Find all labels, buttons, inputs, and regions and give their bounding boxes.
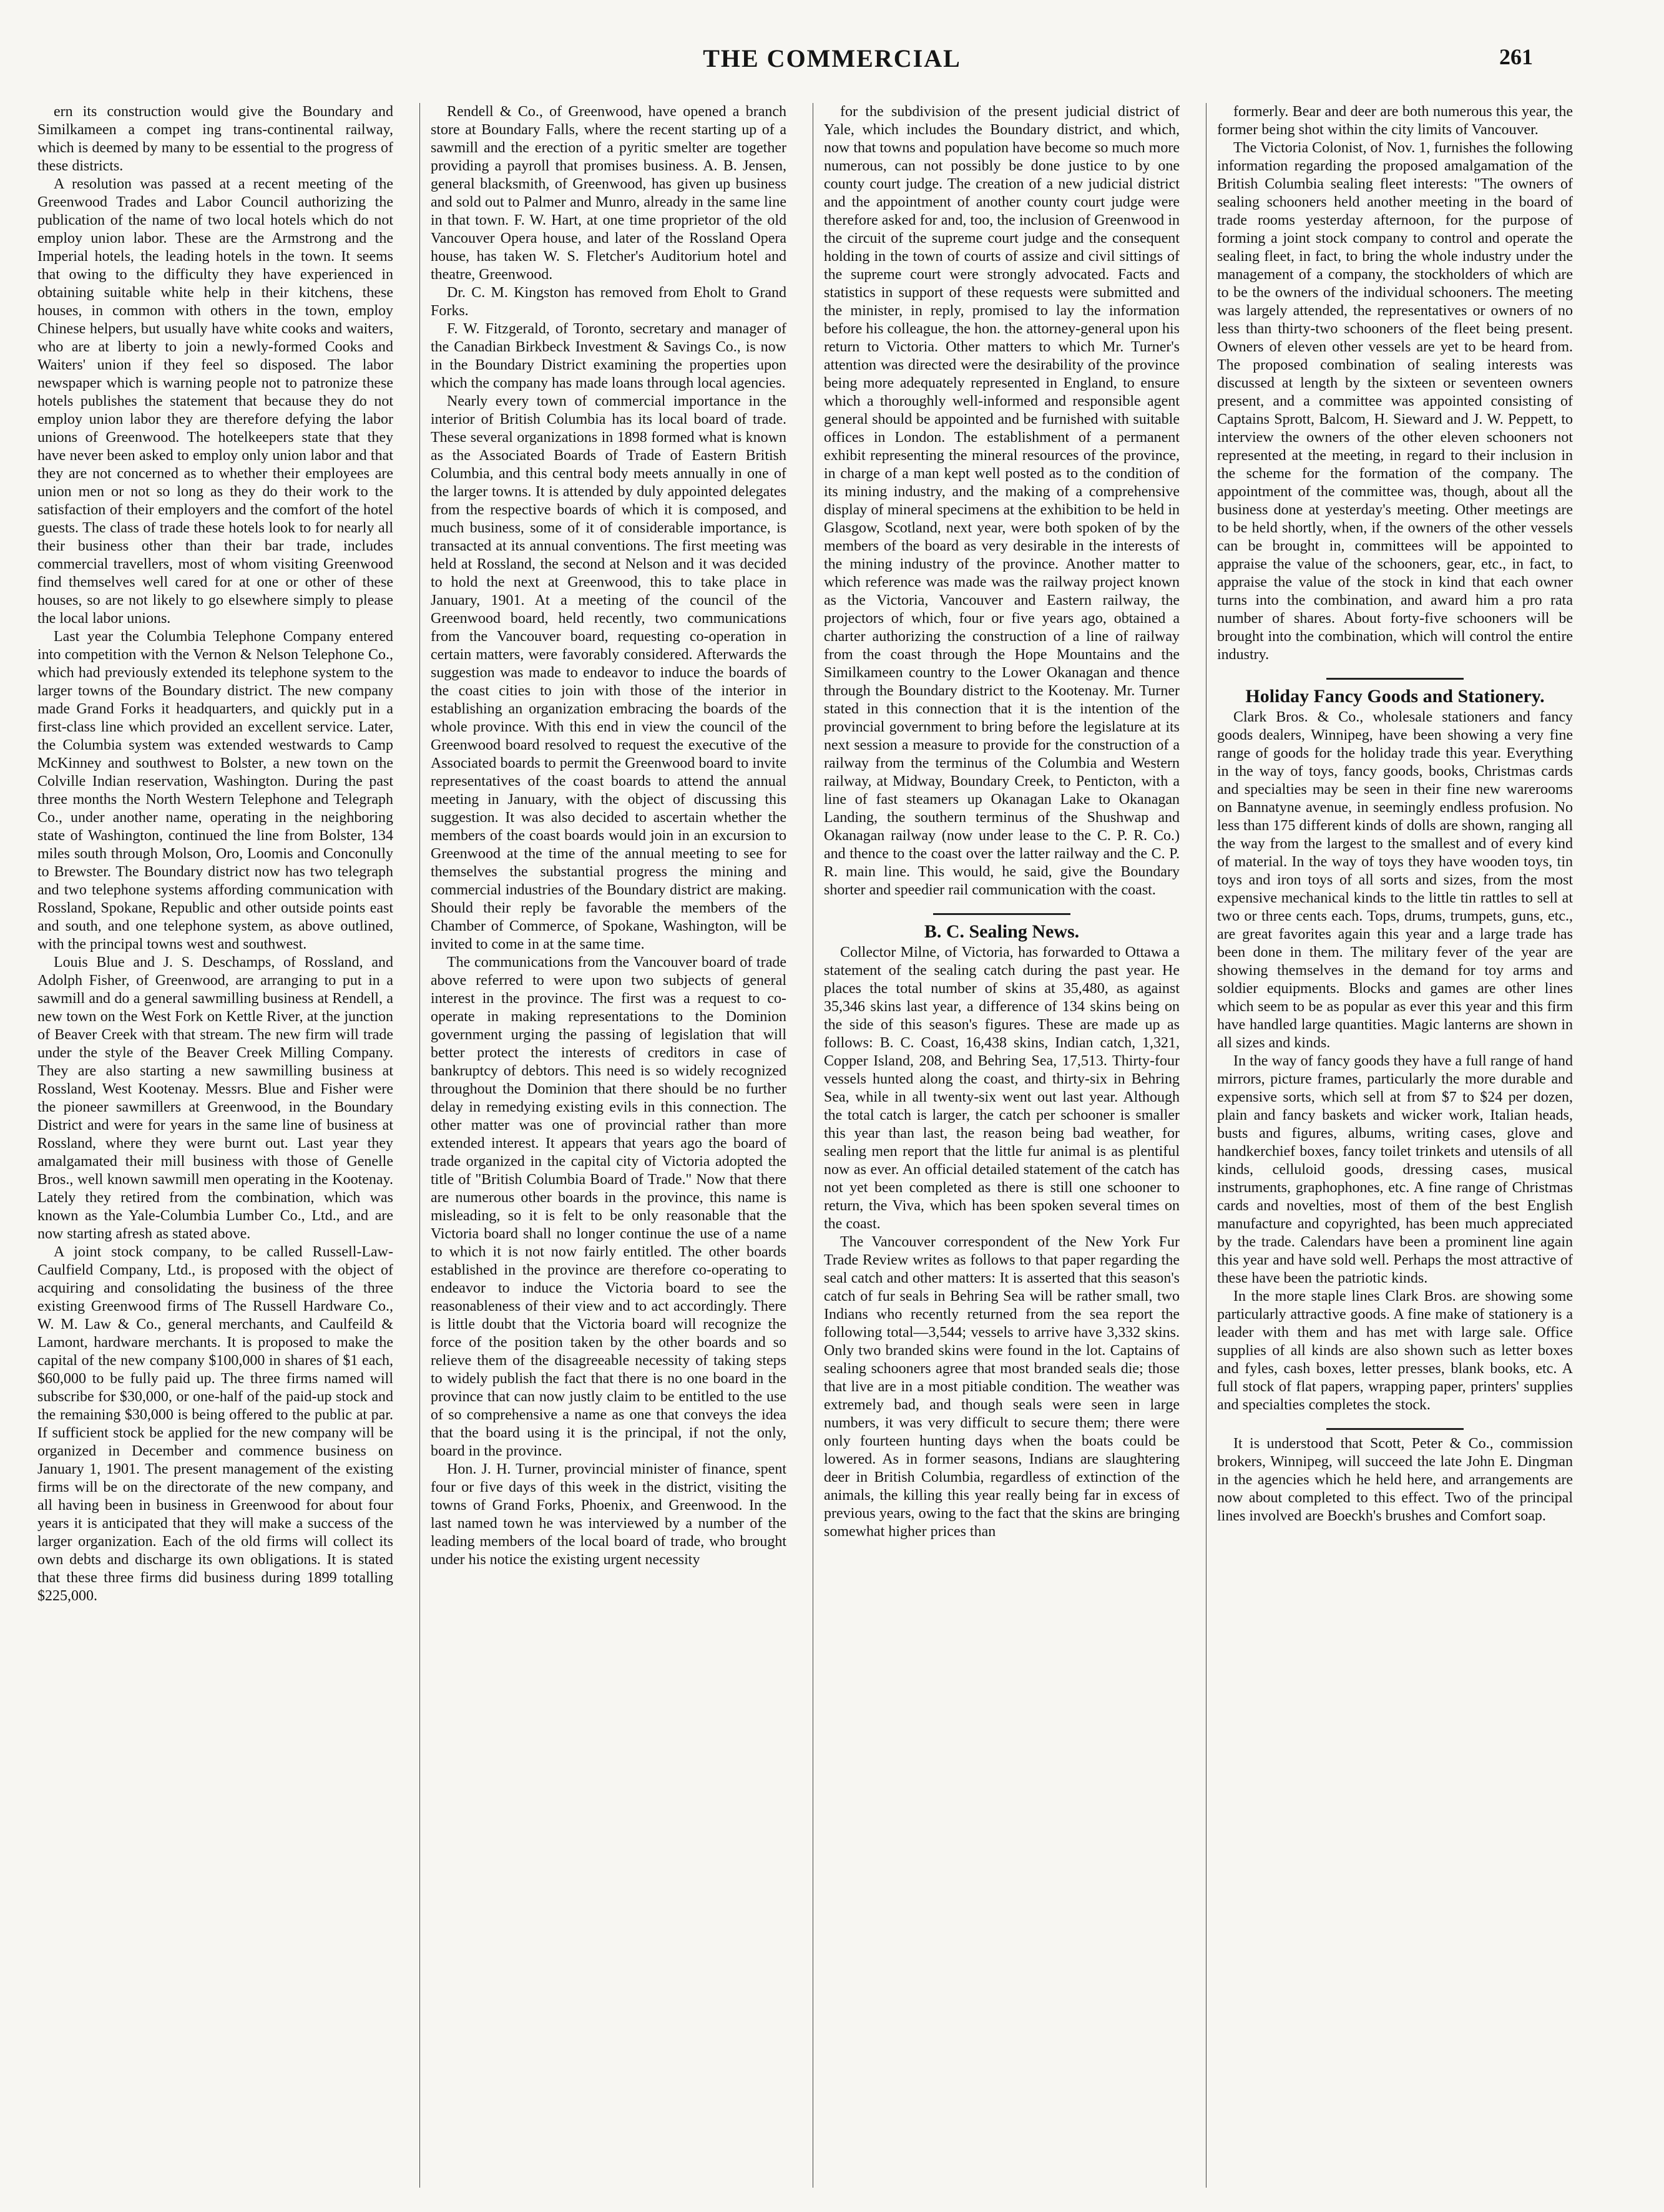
paragraph: In the way of fancy goods they have a full range of hand mirrors, picture frames, particularly the more durable and expensive sorts, which sell at from $7 to $24 per dozen, plain and fancy baskets and wicker work, Italian heads, busts and figures, albums, writing cases, glove and handkerchief boxes, fancy toilet trinkets and utensils of all kinds, celluloid goods, dressing cases, musical instruments, graphophones, etc. A fine range of Christmas cards and novelties, most of them of the best English manufacture and copyrighted, has been much appreciated by the trade. Calendars have been a prominent line again this year and have sold well. Perhaps the most attractive of these have been the patriotic kinds. [1217, 1053, 1573, 1286]
column-1 [37, 103, 393, 2188]
paragraph: Nearly every town of commercial importance in the interior of British Columbia has its local board of trade. These several organizations in 1898 formed what is known as the Associated Boards of Trade of Eastern British Columbia, and this central body meets annually in one of the larger towns. It is attended by duly appointed delegates from the respective boards of which it is composed, and much business, some of it of considerable importance, is transacted at its annual conventions. The first meeting was held at Rossland, the second at Nelson and it was decided to hold the next at Greenwood, this to take place in January, 1901. At a meeting of the council of the Greenwood board, held recently, two communications from the Vancouver board, requesting co-operation in certain matters, were favorably considered. Afterwards the suggestion was made to endeavor to induce the boards of the coast cities to join with those of the interior in establishing an organization embracing the boards of the whole province. With this end in view the council of the Greenwood board resolved to request the executive of the Associated boards to permit the Greenwood board to invite representatives of the coast boards to attend the annual meeting in January, with the object of discussing this suggestion. It was also decided to ascertain whether the members of the coast boards would join in an excursion to Greenwood at the time of the annual meeting to see for themselves the substantial progress the mining and commercial industries of the Boundary district are making. Should their reply be favorable the members of the Chamber of Commerce, of Spokane, Washington, will be invited to come in at the same time. [431, 393, 786, 952]
paragraph: Dr. C. M. Kingston has removed from Eholt to Grand Forks. [431, 285, 786, 319]
column-3 [824, 103, 1180, 2188]
paragraph: Last year the Columbia Telephone Company entered into competition with the Vernon & Nelson Telephone Co., which had previously extended its telephone system to the larger towns of the Boundary district. The new company made Grand Forks it headquarters, and quickly put in a first-class line which provided an excellent service. Later, the Columbia system was extended westwards to Camp McKinney and southwest to Bolster, a new town on the Colville Indian reservation, Washington. During the past three months the North Western Telephone and Telegraph Co., under another name, operating in the neighboring state of Washington, continued the line from Bolster, 134 miles south through Molson, Oro, Loomis and Conconully to Brewster. The Boundary district now has two telegraph and two telephone systems affording communication with Rossland, Spokane, Republic and other outside points east and south, and one telephone system, as above outlined, with the principal towns west and southwest. [37, 629, 393, 952]
paragraph: Clark Bros. & Co., wholesale stationers and fancy goods dealers, Winnipeg, have been showing a very fine range of goods for the holiday trade this year. Everything in the way of toys, fancy goods, books, Christmas cards and specialties may be seen in their fine new warerooms on Bannatyne avenue, in seemingly endless profusion. No less than 175 different kinds of dolls are shown, ranging all the way from the largest to the smallest and of every kind of material. In the way of toys they have wooden toys, tin toys and iron toys of all sorts and sizes, from the most expensive mechanical kinds to the little tin rattles to sell at two or three cents each. Tops, drums, trumpets, guns, etc., are great favorites again this year and a large trade has been done in them. The military fever of the year are showing themselves in the demand for toy arms and soldier equipments. Blocks and games are other lines which seem to be as popular as ever this year and this firm have handled large quantities. Magic lanterns are shown in all sizes and kinds. [1217, 709, 1573, 1051]
section-divider [933, 913, 1070, 915]
paragraph: The Vancouver correspondent of the New York Fur Trade Review writes as follows to that paper regarding the seal catch and other matters: It is asserted that this season's catch of fur seals in Behring Sea will be rather small, two Indians who recently returned from the sea report the following total—3,544; vessels to arrive have 3,332 skins. Only two branded skins were found in the lot. Captains of sealing schooners agree that most branded seals die; those that live are in a most pitiable condition. The weather was extremely bad, and though seals were seen in large numbers, it was very difficult to secure them; there were only fourteen hunting days when the boats could be lowered. As in former seasons, Indians are slaughtering deer in British Columbia, regardless of extinction of the animals, the killing this year really being far in excess of previous years, owing to the fact that the skins are bringing somewhat higher prices than [824, 1234, 1180, 1540]
paragraph: A joint stock company, to be called Russell-Law-Caulfield Company, Ltd., is proposed with the object of acquiring and consolidating the business of the three existing Greenwood firms of The Russell Hardware Co., W. M. Law & Co., general merchants, and Caulfeild & Lamont, hardware merchants. It is proposed to make the capital of the new company $100,000 in shares of $1 each, $60,000 to be fully paid up. The three firms named will subscribe for $30,000, or one-half of the paid-up stock and the remaining $30,000 is being offered to the public at par. If sufficient stock be applied for the new company will be organized in December and commence business on January 1, 1901. The present management of the existing firms will be on the directorate of the new company, and all having been in business in Greenwood for about four years it is anticipated that they will make a success of the larger organization. Each of the old firms will collect its own debts and discharge its own obligations. It is stated that these three firms did business during 1899 totalling $225,000. [37, 1244, 393, 1604]
article-columns [37, 103, 1585, 2188]
paragraph: formerly. Bear and deer are both numerous this year, the former being shot within the city limits of Vancouver. [1217, 104, 1573, 138]
section-divider [1326, 678, 1464, 680]
paragraph: It is understood that Scott, Peter & Co., commission brokers, Winnipeg, will succeed the late John E. Dingman in the agencies which he held here, and arrangements are now about completed to this effect. Two of the principal lines involved are Boeckh's brushes and Comfort soap. [1217, 1436, 1573, 1524]
paragraph: Collector Milne, of Victoria, has forwarded to Ottawa a statement of the sealing catch during the past year. He places the total number of skins at 35,480, as against 35,346 skins last year, a difference of 134 skins being on the side of this season's figures. These are made up as follows: B. C. Coast, 16,438 skins, Indian catch, 1,321, Copper Island, 208, and Behring Sea, 17,513. Thirty-four vessels hunted along the coast, and thirty-six in Behring Sea, while in all twenty-six went out last year. Although the total catch is larger, the catch per schooner is smaller this year than last, the reason being bad weather, for sealing men report that the little fur animal is as plentiful now as ever. An official detailed statement of the catch has not yet been completed as there is still one schooner to return, the Viva, which has been spoken several times on the coast. [824, 944, 1180, 1232]
paragraph: A resolution was passed at a recent meeting of the Greenwood Trades and Labor Council authorizing the publication of the name of two local hotels which do not employ union labor. These are the Armstrong and the Imperial hotels, the leading hotels in the town. It seems that owing to the difficulty they have experienced in obtaining suitable white help in their kitchens, these houses, in common with others in the town, employ Chinese helpers, but usually have white cooks and waiters, who are at liberty to join a newly-formed Cooks and Waiters' union if they feel so disposed. The labor newspaper which is warning people not to patronize these hotels publishes the statement that because they do not employ union labor they are therefore defying the labor unions of Greenwood. The hotelkeepers state that they have never been asked to employ only union labor and that they are not concerned as to whether their employees are union men or not so long as they do their work to the satisfaction of their employers and the comfort of the hotel guests. The class of trade these hotels look to for nearly all their business other than their bar trade, includes commercial travellers, most of whom visiting Greenwood find themselves well cared for at one or other of these houses, so are not likely to go elsewhere simply to please the local labor unions. [37, 176, 393, 627]
paragraph: Rendell & Co., of Greenwood, have opened a branch store at Boundary Falls, where the recent starting up of a sawmill and the erection of a pyritic smelter are together providing a payroll that promises business. A. B. Jensen, general blacksmith, of Greenwood, has given up business and sold out to Palmer and Munro, already in the same line in that town. F. W. Hart, at one time proprietor of the old Vancouver Opera house, and later of the Rossland Opera house, has taken W. S. Fletcher's Auditorium hotel and theatre, Greenwood. [431, 104, 786, 283]
paragraph: The Victoria Colonist, of Nov. 1, furnishes the following information regarding the proposed amalgamation of the British Columbia sealing fleet interests: "The owners of sealing schooners held another meeting in the board of trade rooms yesterday afternoon, for the purpose of forming a joint stock company to control and operate the sealing fleet, in fact, to bring the whole industry under the management of a company, the stockholders of which are to be the owners of the individual schooners. The meeting was largely attended, the representatives or owners of no less than thirty-two schooners of the fleet being present. Owners of eleven other vessels are yet to be heard from. The proposed combination of sealing interests was discussed at length by the sixteen or seventeen owners present, and a committee was appointed consisting of Captains Sprott, Balcom, H. Sieward and J. W. Peppett, to interview the owners of the other eleven schooners not represented at the meeting, in regard to their inclusion in the scheme for the formation of the company. The appointment of the committee was, though, about all the business done at yesterday's meeting. Other meetings are to be held shortly, when, if the owners of the other vessels can be brought in, committees will be appointed to appraise the value of the schooners, gear, etc., in fact, to appraise the value of the stock in kind that each owner turns into the combination, and award him a pro rata number of shares. About forty-five schooners will be brought into the combination, which will control the entire industry. [1217, 140, 1573, 663]
section-heading-sealing: B. C. Sealing News. [924, 921, 1080, 942]
column-rule [419, 103, 420, 2188]
column-2 [431, 103, 786, 2188]
paragraph: Louis Blue and J. S. Deschamps, of Rossland, and Adolph Fisher, of Greenwood, are arranging to put in a sawmill and do a general sawmilling business at Rendell, a new town on the West Fork on Kettle River, at the junction of Beaver Creek with that stream. The new firm will trade under the style of the Beaver Creek Milling Company. They are also starting a new sawmilling business at Rossland, West Kootenay. Messrs. Blue and Fisher were the pioneer sawmillers at Greenwood, in the Boundary District and were for years in the same line of business at Rossland, where they were burnt out. Last year they amalgamated their mill business with those of Genelle Bros., well known sawmill men operating in the Kootenay. Lately they retired from the combination, which was known as the Yale-Columbia Lumber Co., Ltd., and are now starting afresh as stated above. [37, 954, 393, 1242]
paragraph: In the more staple lines Clark Bros. are showing some particularly attractive goods. A fine make of stationery is a leader with them and has met with large sale. Office supplies of all kinds are also shown such as letter boxes and fyles, cash boxes, letter presses, blank books, etc. A full stock of flat papers, wrapping paper, printers' supplies and specialties completes the stock. [1217, 1288, 1573, 1413]
page-title: THE COMMERCIAL [703, 44, 961, 72]
page-number: 261 [1499, 44, 1533, 69]
paragraph: The communications from the Vancouver board of trade above referred to were upon two subjects of general interest in the province. The first was a request to co-operate in making representations to the Dominion government urging the passing of legislation that will better protect the interests of creditors in case of bankruptcy of debtors. This need is so widely recognized throughout the Dominion that there should be no further delay in remedying existing evils in this connection. The other matter was one of provincial rather than more extended interest. It appears that years ago the board of trade organized in the capital city of Victoria adopted the title of "British Columbia Board of Trade." Now that there are numerous other boards in the province, this name is misleading, so it is felt to be only reasonable that the Victoria board shall no longer continue the use of a name to which it is not now fairly entitled. The other boards established in the province are therefore co-operating to endeavor to induce the Victoria board to see the reasonableness of their view and to act accordingly. There is little doubt that the Victoria board will recognize the force of the position taken by the other boards and so relieve them of the disagreeable necessity of taking steps to widely publish the fact that there is no one board in the province that can now justly claim to be entitled to the use of so comprehensive a name as one that conveys the idea that the board using it is the principal, if not the only, board in the province. [431, 954, 786, 1459]
paragraph: F. W. Fitzgerald, of Toronto, secretary and manager of the Canadian Birkbeck Investment & Savings Co., is now in the Boundary District examining the properties upon which the company has made loans through local agencies. [431, 321, 786, 391]
column-4 [1217, 103, 1573, 2188]
paragraph: for the subdivision of the present judicial district of Yale, which includes the Boundary district, and which, now that towns and population have become so much more numerous, can not possibly be done justice to by one county court judge. The creation of a new judicial district and the appointment of another county court judge were therefore asked for and, too, the inclusion of Greenwood in the circuit of the supreme court judge and the consequent holding in the town of courts of assize and civil sittings of the supreme court were strongly advocated. Facts and statistics in support of these requests were submitted and the minister, in reply, promised to lay the information before his colleague, the hon. the attorney-general upon his return to Victoria. Other matters to which Mr. Turner's attention was directed were the desirability of the province being more adequately represented in England, to ensure which a thoroughly well-informed and responsible agent general should be appointed and be furnished with suitable offices in London. The establishment of a permanent exhibit representing the mineral resources of the province, in charge of a man kept well posted as to the condition of its mining industry, and the making of a comprehensive display of mineral specimens at the exhibition to be held in Glasgow, Scotland, next year, were both spoken of by the members of the board as very desirable in the interests of the mining industry of the province. Another matter to which reference was made was the railway project known as the Victoria, Vancouver and Eastern railway, the projectors of which, four or five years ago, obtained a charter authorizing the construction of a line of railway from the coast through the Hope Mountains and the Similkameen country to the Lower Okanagan and thence through the Boundary district to the Kootenay. Mr. Turner stated in this connection that it is the intention of the provincial government to bring before the legislature at its next session a measure to provide for the construction of a railway from the terminus of the Columbia and Western railway, at Midway, Boundary Creek, to Penticton, with a line of fast steamers up Okanagan Lake to Okanagan Landing, the southern terminus of the Shushwap and Okanagan railway (now under lease to the C. P. R. Co.) and thence to the coast over the latter railway and the C. P. R. main line. This would, he said, give the Boundary shorter and speedier rail communication with the coast. [824, 104, 1180, 898]
section-heading-holiday-goods: Holiday Fancy Goods and Stationery. [1245, 686, 1545, 707]
section-divider [1326, 1428, 1464, 1430]
paragraph: ern its construction would give the Boundary and Similkameen a compet ing trans-continental railway, which is deemed by many to be essential to the progress of these districts. [37, 104, 393, 174]
paragraph: Hon. J. H. Turner, provincial minister of finance, spent four or five days of this week in the district, visiting the towns of Grand Forks, Phoenix, and Greenwood. In the last named town he was interviewed by a number of the leading members of the local board of trade, who brought under his notice the existing urgent necessity [431, 1461, 786, 1568]
masthead [37, 44, 1627, 87]
